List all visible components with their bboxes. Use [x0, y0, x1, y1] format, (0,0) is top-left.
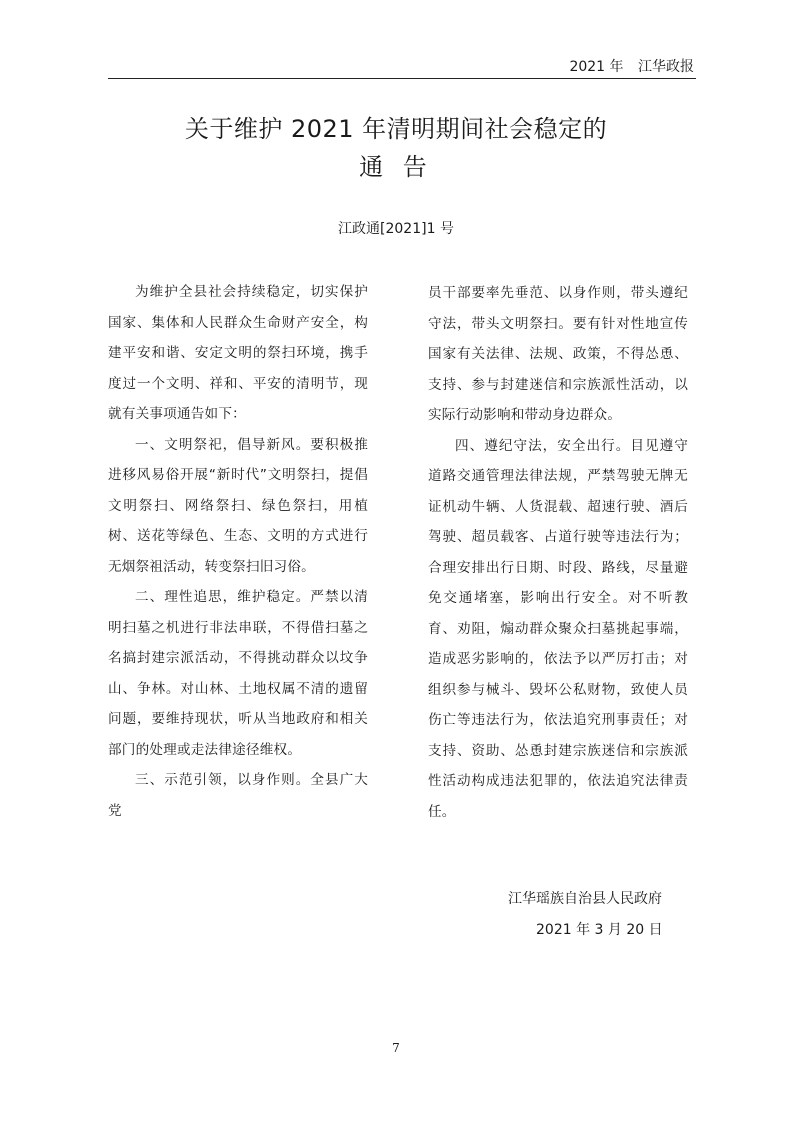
left-column [108, 277, 368, 826]
document-number: 江政通[2021]1 号 [338, 221, 454, 237]
section-three-paragraph-start: 三、示范引领，以身作则。全县广大党 [108, 772, 368, 819]
page-number: 7 [392, 1041, 400, 1055]
intro-paragraph: 为维护全县社会持续稳定，切实保护国家、集体和人民群众生命财产安全，构建平安和谐、安定文明的祭扫环境，携手度过一个文明、祥和、平安的清明节，现就有关事项通告如下： [108, 284, 368, 422]
issuer-name: 江华瑶族自治县人民政府 [508, 891, 662, 907]
header-rule [108, 78, 696, 79]
issue-date: 2021 年 3 月 20 日 [536, 922, 663, 938]
section-one-paragraph: 一、文明祭祀，倡导新风。要积极推进移风易俗开展“新时代”文明祭扫，提倡文明祭扫、网络祭扫、绿色祭扫，用植树、送花等绿色、生态、文明的方式进行无烟祭祖活动，转变祭扫旧习俗。 [108, 436, 368, 575]
header-publication: 江华政报 [638, 59, 694, 75]
section-three-paragraph-continuation: 员干部要率先垂范、以身作则，带头遵纪守法，带头文明祭扫。要有针对性地宣传国家有关法律、法规、政策，不得怂恿、支持、参与封建迷信和宗族派性活动，以实际行动影响和带动身边群众。 [428, 285, 688, 423]
section-two-paragraph: 二、理性追思，维护稳定。严禁以清明扫墓之机进行非法串联，不得借扫墓之名搞封建宗派活动，不得挑动群众以坟争山、争林。对山林、土地权属不清的遗留问题，要维持现状，听从当地政府和相关部门的处理或走法律途径维权。 [108, 589, 368, 758]
header-year: 2021 年 [569, 59, 624, 75]
header-text [559, 56, 694, 76]
section-four-paragraph: 四、遵纪守法，安全出行。目见遵守道路交通管理法律法规，严禁驾驶无牌无证机动牛辆、人货混载、超速行驶、酒后驾驶、超员载客、占道行驶等违法行为；合理安排出行日期、时段、路线，尽量避免交通堵塞，影响出行安全。对不听教育、劝阻，煽动群众聚众扫墓挑起事端，造成恶劣影响的，依法予以严厉打击；对组织参与械斗、毁坏公私财物，致使人员伤亡等违法行为，依法追究刑事责任；对支持、资助、怂恿封建宗族迷信和宗族派性活动构成违法犯罪的，依法追究法律责任。 [428, 437, 688, 820]
document-title: 关于维护 2021 年清明期间社会稳定的 [184, 115, 608, 143]
right-column [428, 278, 688, 827]
document-title-notice: 通 告 [359, 153, 433, 181]
page-header [108, 53, 696, 79]
